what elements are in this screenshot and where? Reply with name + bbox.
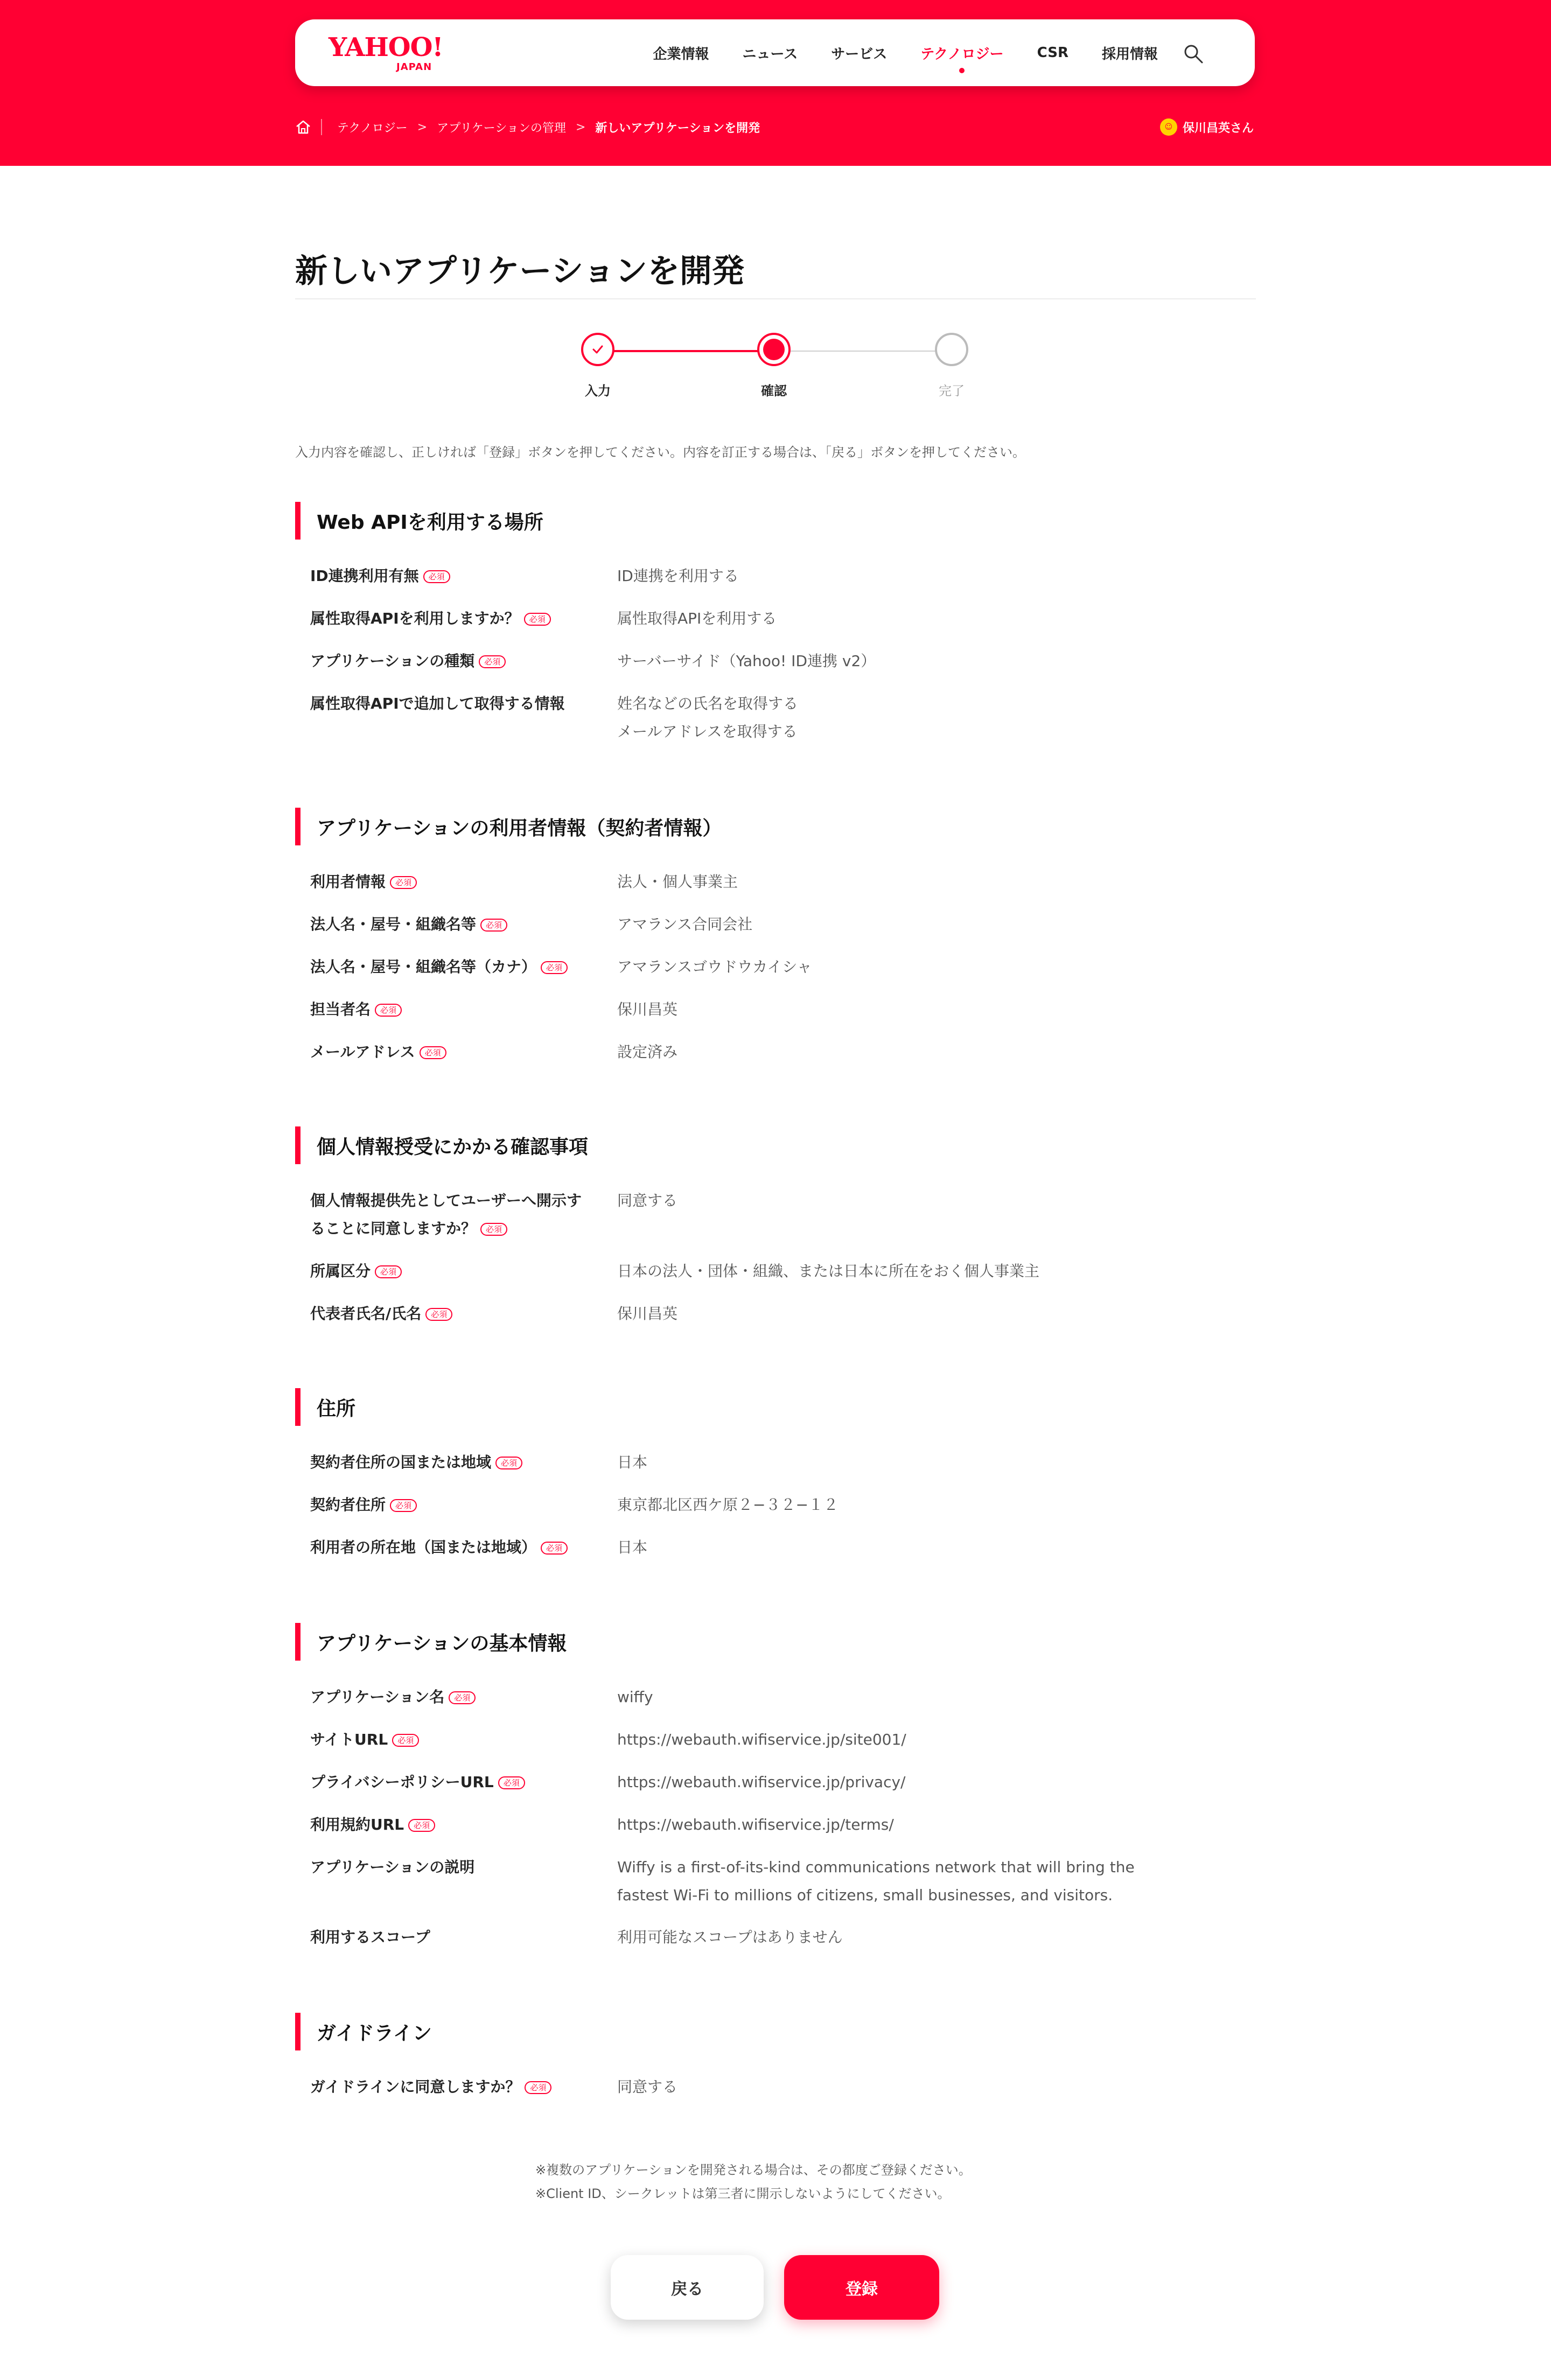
user-menu[interactable] [1160, 117, 1254, 137]
row-label: 代表者氏名/氏名 [310, 1305, 422, 1322]
row-value: https://webauth.wifiservice.jp/site001/ [617, 1731, 906, 1748]
row-value: ID連携を利用する [617, 567, 739, 585]
row-app-type [295, 647, 1256, 690]
row-country [295, 1448, 1256, 1491]
required-badge: 必須 [541, 961, 568, 974]
required-badge: 必須 [495, 1457, 522, 1469]
step-complete-circle [935, 333, 968, 366]
step-line-complete [598, 350, 773, 352]
row-label: 利用するスコープ [310, 1928, 430, 1946]
row-value: https://webauth.wifiservice.jp/terms/ [617, 1816, 894, 1833]
section-heading: 個人情報授受にかかる確認事項 [317, 1136, 589, 1158]
breadcrumb-separator: > [417, 120, 428, 134]
row-value: サーバーサイド（Yahoo! ID連携 v2） [617, 652, 876, 670]
section-user-info [295, 808, 1256, 1066]
step-complete-label: 完了 [939, 383, 965, 398]
row-label: アプリケーション名 [310, 1688, 445, 1706]
row-value: 日本の法人・団体・組織、または日本に所在をおく個人事業主 [617, 1262, 1040, 1280]
row-label: 法人名・屋号・組織名等（カナ） [310, 958, 537, 976]
row-label: 利用規約URL [310, 1816, 404, 1833]
required-badge: 必須 [524, 613, 551, 626]
required-badge: 必須 [408, 1819, 435, 1832]
section-app-basic [295, 1623, 1256, 1951]
row-terms-url [295, 1811, 1256, 1853]
title-divider [295, 298, 1256, 299]
row-label: 契約者住所の国または地域 [310, 1453, 492, 1471]
back-button[interactable]: 戻る [611, 2255, 764, 2320]
row-label: 法人名・屋号・組織名等 [310, 915, 477, 933]
required-badge: 必須 [390, 1499, 417, 1512]
section-privacy [295, 1126, 1256, 1328]
footnotes [535, 2158, 972, 2206]
row-address [295, 1491, 1256, 1534]
logo-text: YAHOO! [329, 32, 443, 62]
row-user-location [295, 1534, 1256, 1562]
row-label: ガイドラインに同意しますか？ [310, 2078, 521, 2096]
breadcrumb-app-management[interactable]: アプリケーションの管理 [437, 121, 566, 135]
row-privacy-url [295, 1768, 1256, 1811]
section-heading: アプリケーションの基本情報 [317, 1632, 567, 1655]
row-label: 属性取得APIで追加して取得する情報 [310, 695, 565, 712]
row-label: 利用者の所在地（国または地域） [310, 1538, 537, 1556]
required-badge: 必須 [541, 1542, 568, 1555]
section-guideline [295, 2013, 1256, 2101]
row-label: アプリケーションの種類 [310, 652, 475, 670]
required-badge: 必須 [480, 1223, 507, 1236]
required-badge: 必須 [423, 570, 450, 583]
breadcrumb-technology[interactable]: テクノロジー [337, 121, 408, 135]
section-address [295, 1388, 1256, 1562]
row-label: メールアドレス [310, 1043, 415, 1061]
step-input-circle [581, 333, 614, 366]
progress-steps [579, 333, 978, 403]
row-scope [295, 1923, 1256, 1951]
row-value: アマランスゴウドウカイシャ [617, 958, 812, 976]
row-label: 属性取得APIを利用しますか？ [310, 610, 520, 627]
nav-service[interactable]: サービス [831, 46, 888, 62]
required-badge: 必須 [420, 1046, 446, 1059]
page-title: 新しいアプリケーションを開発 [295, 253, 744, 290]
row-value: 同意する [617, 1192, 678, 1209]
row-label: サイトURL [310, 1731, 388, 1748]
required-badge: 必須 [449, 1691, 476, 1704]
row-corp-name [295, 911, 1256, 953]
row-value: Wiffy is a first-of-its-kind communications network that will bring the [617, 1858, 1135, 1876]
nav-technology[interactable]: テクノロジー [920, 43, 1003, 63]
row-corp-name-kana [295, 953, 1256, 996]
section-heading: Web APIを利用する場所 [317, 511, 543, 534]
section-heading: 住所 [317, 1397, 356, 1420]
row-value: 保川昌英 [617, 1305, 678, 1322]
row-contact-name [295, 996, 1256, 1038]
breadcrumb [295, 117, 760, 137]
row-representative [295, 1300, 1256, 1328]
row-label: 所属区分 [310, 1262, 371, 1280]
required-badge: 必須 [525, 2081, 551, 2094]
row-label: 担当者名 [310, 1000, 371, 1018]
global-nav [295, 19, 1255, 86]
row-value-2: fastest Wi-Fi to millions of citizens, small businesses, and visitors. [617, 1886, 1113, 1904]
row-attr-info [295, 690, 1256, 746]
required-badge: 必須 [390, 876, 417, 889]
nav-csr[interactable]: CSR [1037, 45, 1068, 61]
step-confirm-circle [757, 333, 791, 366]
row-value: 東京都北区西ケ原２−３２−１２ [617, 1496, 839, 1514]
required-badge: 必須 [375, 1265, 402, 1278]
row-value: 日本 [617, 1453, 648, 1471]
nav-recruit[interactable]: 採用情報 [1101, 46, 1158, 62]
row-value: 姓名などの氏名を取得する [617, 695, 799, 712]
row-value: 属性取得APIを利用する [617, 610, 777, 627]
breadcrumb-divider [321, 119, 322, 135]
home-icon[interactable] [295, 119, 311, 135]
section-heading: アプリケーションの利用者情報（契約者情報） [317, 817, 722, 839]
user-name: 保川昌英さん [1182, 121, 1254, 135]
row-attr-api [295, 605, 1256, 647]
row-value: 利用可能なスコープはありません [617, 1928, 843, 1946]
section-heading: ガイドライン [317, 2022, 432, 2045]
footnote: ※Client ID、シークレットは第三者に開示しないようにしてください。 [535, 2186, 951, 2201]
row-app-description [295, 1853, 1256, 1923]
row-user-info [295, 868, 1256, 911]
row-label-2: ることに同意しますか？ [310, 1220, 477, 1237]
breadcrumb-separator: > [575, 120, 586, 134]
footnote: ※複数のアプリケーションを開発される場合は、その都度ご登録ください。 [535, 2162, 972, 2178]
required-badge: 必須 [425, 1308, 452, 1321]
row-value: wiffy [617, 1688, 653, 1706]
required-badge: 必須 [375, 1004, 402, 1017]
intro-text: 入力内容を確認し、正しければ「登録」ボタンを押してください。内容を訂正する場合は、「戻る」ボタンを押してください。 [295, 445, 1025, 460]
row-label: ID連携利用有無 [310, 567, 419, 585]
required-badge: 必須 [392, 1734, 419, 1747]
avatar: ☺ [1160, 118, 1177, 136]
row-label: 利用者情報 [310, 873, 386, 891]
row-label: 契約者住所 [310, 1496, 386, 1514]
row-label: 個人情報提供先としてユーザーへ開示す [310, 1192, 582, 1209]
row-consent [295, 1187, 1256, 1257]
yahoo-japan-logo[interactable] [329, 32, 443, 73]
row-guideline-consent [295, 2073, 1256, 2101]
row-value-2: メールアドレスを取得する [617, 723, 798, 740]
row-app-name [295, 1683, 1256, 1726]
row-value: 保川昌英 [617, 1000, 678, 1018]
row-value: アマランス合同会社 [617, 915, 753, 933]
step-confirm-label: 確認 [761, 383, 787, 398]
row-value: 法人・個人事業主 [617, 873, 738, 891]
check-icon [590, 341, 606, 358]
header-banner [0, 0, 1551, 166]
required-badge: 必須 [480, 919, 507, 932]
row-value: https://webauth.wifiservice.jp/privacy/ [617, 1773, 906, 1791]
row-email [295, 1038, 1256, 1066]
section-web-api [295, 502, 1256, 746]
step-input-label: 入力 [585, 383, 611, 398]
logo-subtext: JAPAN [396, 61, 432, 73]
row-value: 同意する [617, 2078, 678, 2096]
search-icon[interactable] [1183, 43, 1204, 65]
step-line-pending [773, 351, 951, 352]
row-label: プライバシーポリシーURL [310, 1773, 494, 1791]
nav-company[interactable]: 企業情報 [653, 46, 709, 62]
required-badge: 必須 [479, 655, 506, 668]
nav-news[interactable]: ニュース [742, 46, 798, 62]
required-badge: 必須 [498, 1776, 525, 1789]
row-label: アプリケーションの説明 [310, 1858, 475, 1876]
row-id-link [295, 562, 1256, 605]
row-site-url [295, 1726, 1256, 1768]
row-category [295, 1257, 1256, 1300]
breadcrumb-current: 新しいアプリケーションを開発 [595, 121, 760, 135]
row-value: 設定済み [617, 1043, 678, 1061]
row-value: 日本 [617, 1538, 648, 1556]
register-button[interactable]: 登録 [784, 2255, 939, 2320]
